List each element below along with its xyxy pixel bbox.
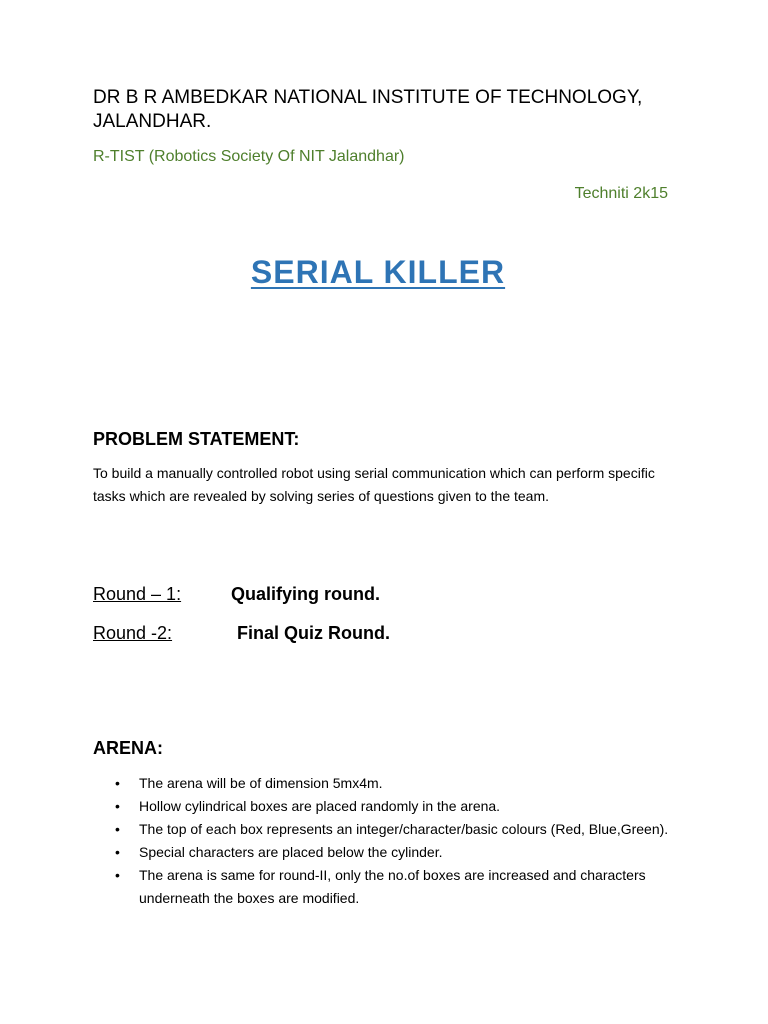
list-item-text: The arena is same for round-II, only the no.of boxes are increased and characters underneath the boxes are modified. [139, 867, 646, 906]
round-2-label: Round -2: [93, 623, 173, 643]
round-1-description: Qualifying round. [231, 584, 380, 604]
round-2-description: Final Quiz Round. [237, 623, 390, 643]
list-item-text: Special characters are placed below the cylinder. [139, 844, 443, 860]
list-item [93, 841, 683, 864]
bullet-icon: • [115, 821, 120, 837]
problem-statement-heading: PROBLEM STATEMENT: [93, 429, 300, 449]
arena-bullet-list [93, 772, 683, 910]
document-title: SERIAL KILLER [250, 254, 506, 290]
society-name: R-TIST (Robotics Society Of NIT Jalandhar) [93, 148, 405, 165]
list-item [93, 772, 683, 795]
bullet-icon: • [115, 775, 120, 791]
problem-statement-text: To build a manually controlled robot using serial communication which can perform specific tasks which are revealed by solving series of questions given to the team. [93, 465, 655, 504]
list-item-text: Hollow cylindrical boxes are placed randomly in the arena. [139, 798, 501, 814]
event-name: Techniti 2k15 [574, 185, 668, 202]
list-item [93, 864, 683, 910]
round-1-label: Round – 1: [93, 584, 182, 604]
bullet-icon: • [115, 844, 120, 860]
list-item-text: The top of each box represents an integer/character/basic colours (Red, Blue,Green). [139, 821, 669, 837]
round-1-row [93, 582, 380, 606]
list-item-text: The arena will be of dimension 5mx4m. [139, 775, 383, 791]
arena-heading: ARENA: [93, 738, 163, 758]
bullet-icon: • [115, 798, 120, 814]
list-item [93, 818, 683, 841]
institute-name: DR B R AMBEDKAR NATIONAL INSTITUTE OF TECHNOLOGY, JALANDHAR. [93, 87, 643, 132]
list-item [93, 795, 683, 818]
bullet-icon: • [115, 867, 120, 883]
round-2-row [93, 621, 390, 645]
